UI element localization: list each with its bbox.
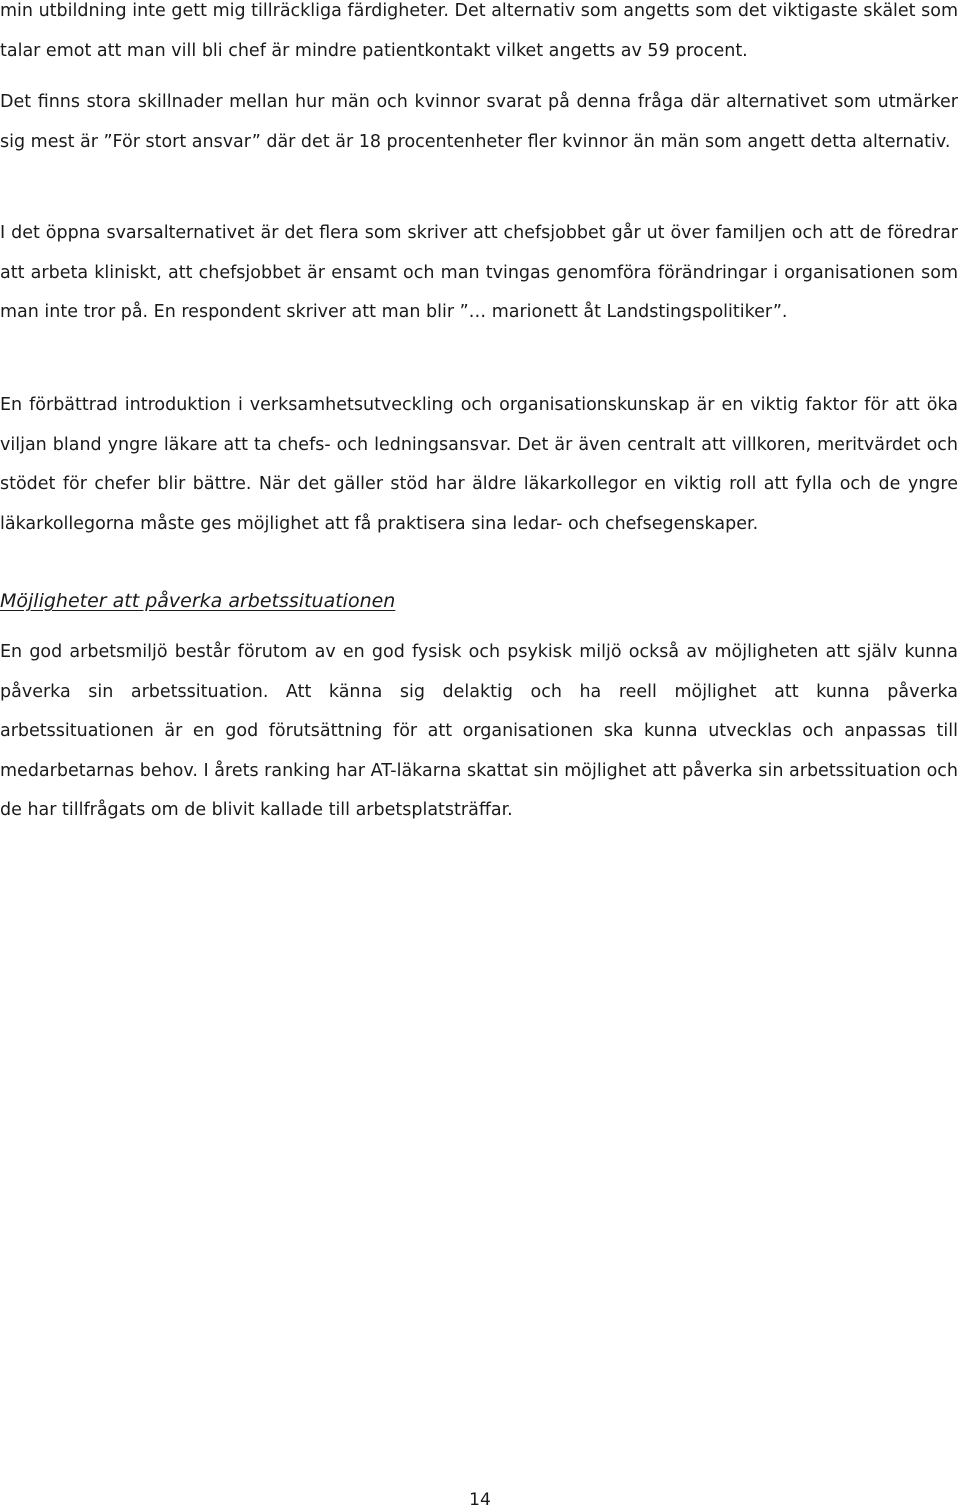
paragraph-open-answers: I det öppna svarsalternativet är det flera som skriver att chefsjobbet går ut över familjen och att de föredrar att arbeta kliniskt, att chefsjobbet är ensamt och man tvingas genomföra förändringar i organisationen som man inte tror på. En respondent skriver att man blir ”… marionett åt Landstingspolitiker”. [0, 223, 958, 322]
section-heading: Möjligheter att påverka arbetssituationen [0, 590, 396, 612]
page-number: 14 [469, 1490, 491, 1510]
paragraph-continuation: min utbildning inte gett mig tillräckliga färdigheter. Det alternativ som angetts som det viktigaste skälet som talar emot att man vill bli chef är mindre patientkontakt vilket angetts av 59 procent. [0, 1, 958, 61]
paragraph-gender-differences: Det finns stora skillnader mellan hur män och kvinnor svarat på denna fråga där alternativet som utmärker sig mest är ”För stort ansvar” där det är 18 procentenheter fler kvinnor än män som angett detta alternativ. [0, 92, 958, 152]
paragraph-improved-introduction: En förbättrad introduktion i verksamhetsutveckling och organisationskunskap är en viktig faktor för att öka viljan bland yngre läkare att ta chefs- och ledningsansvar. Det är även centralt att villkoren, meritvärdet och stödet för chefer blir bättre. När det gäller stöd har äldre läkarkollegor en viktig roll att fylla och de yngre läkarkollegorna måste ges möjlighet att få praktisera sina ledar- och chefsegenskaper. [0, 395, 958, 534]
paragraph-work-environment: En god arbetsmiljö består förutom av en god fysisk och psykisk miljö också av möjligheten att själv kunna påverka sin arbetssituation. Att känna sig delaktig och ha reell möjlighet att kunna påverka arbetssituationen är en god förutsättning för att organisationen ska kunna utvecklas och anpassas till medarbetarnas behov. I årets ranking har AT-läkarna skattat sin möjlighet att påverka sin arbetssituation och de har tillfrågats om de blivit kallade till arbetsplatsträffar. [0, 642, 958, 820]
